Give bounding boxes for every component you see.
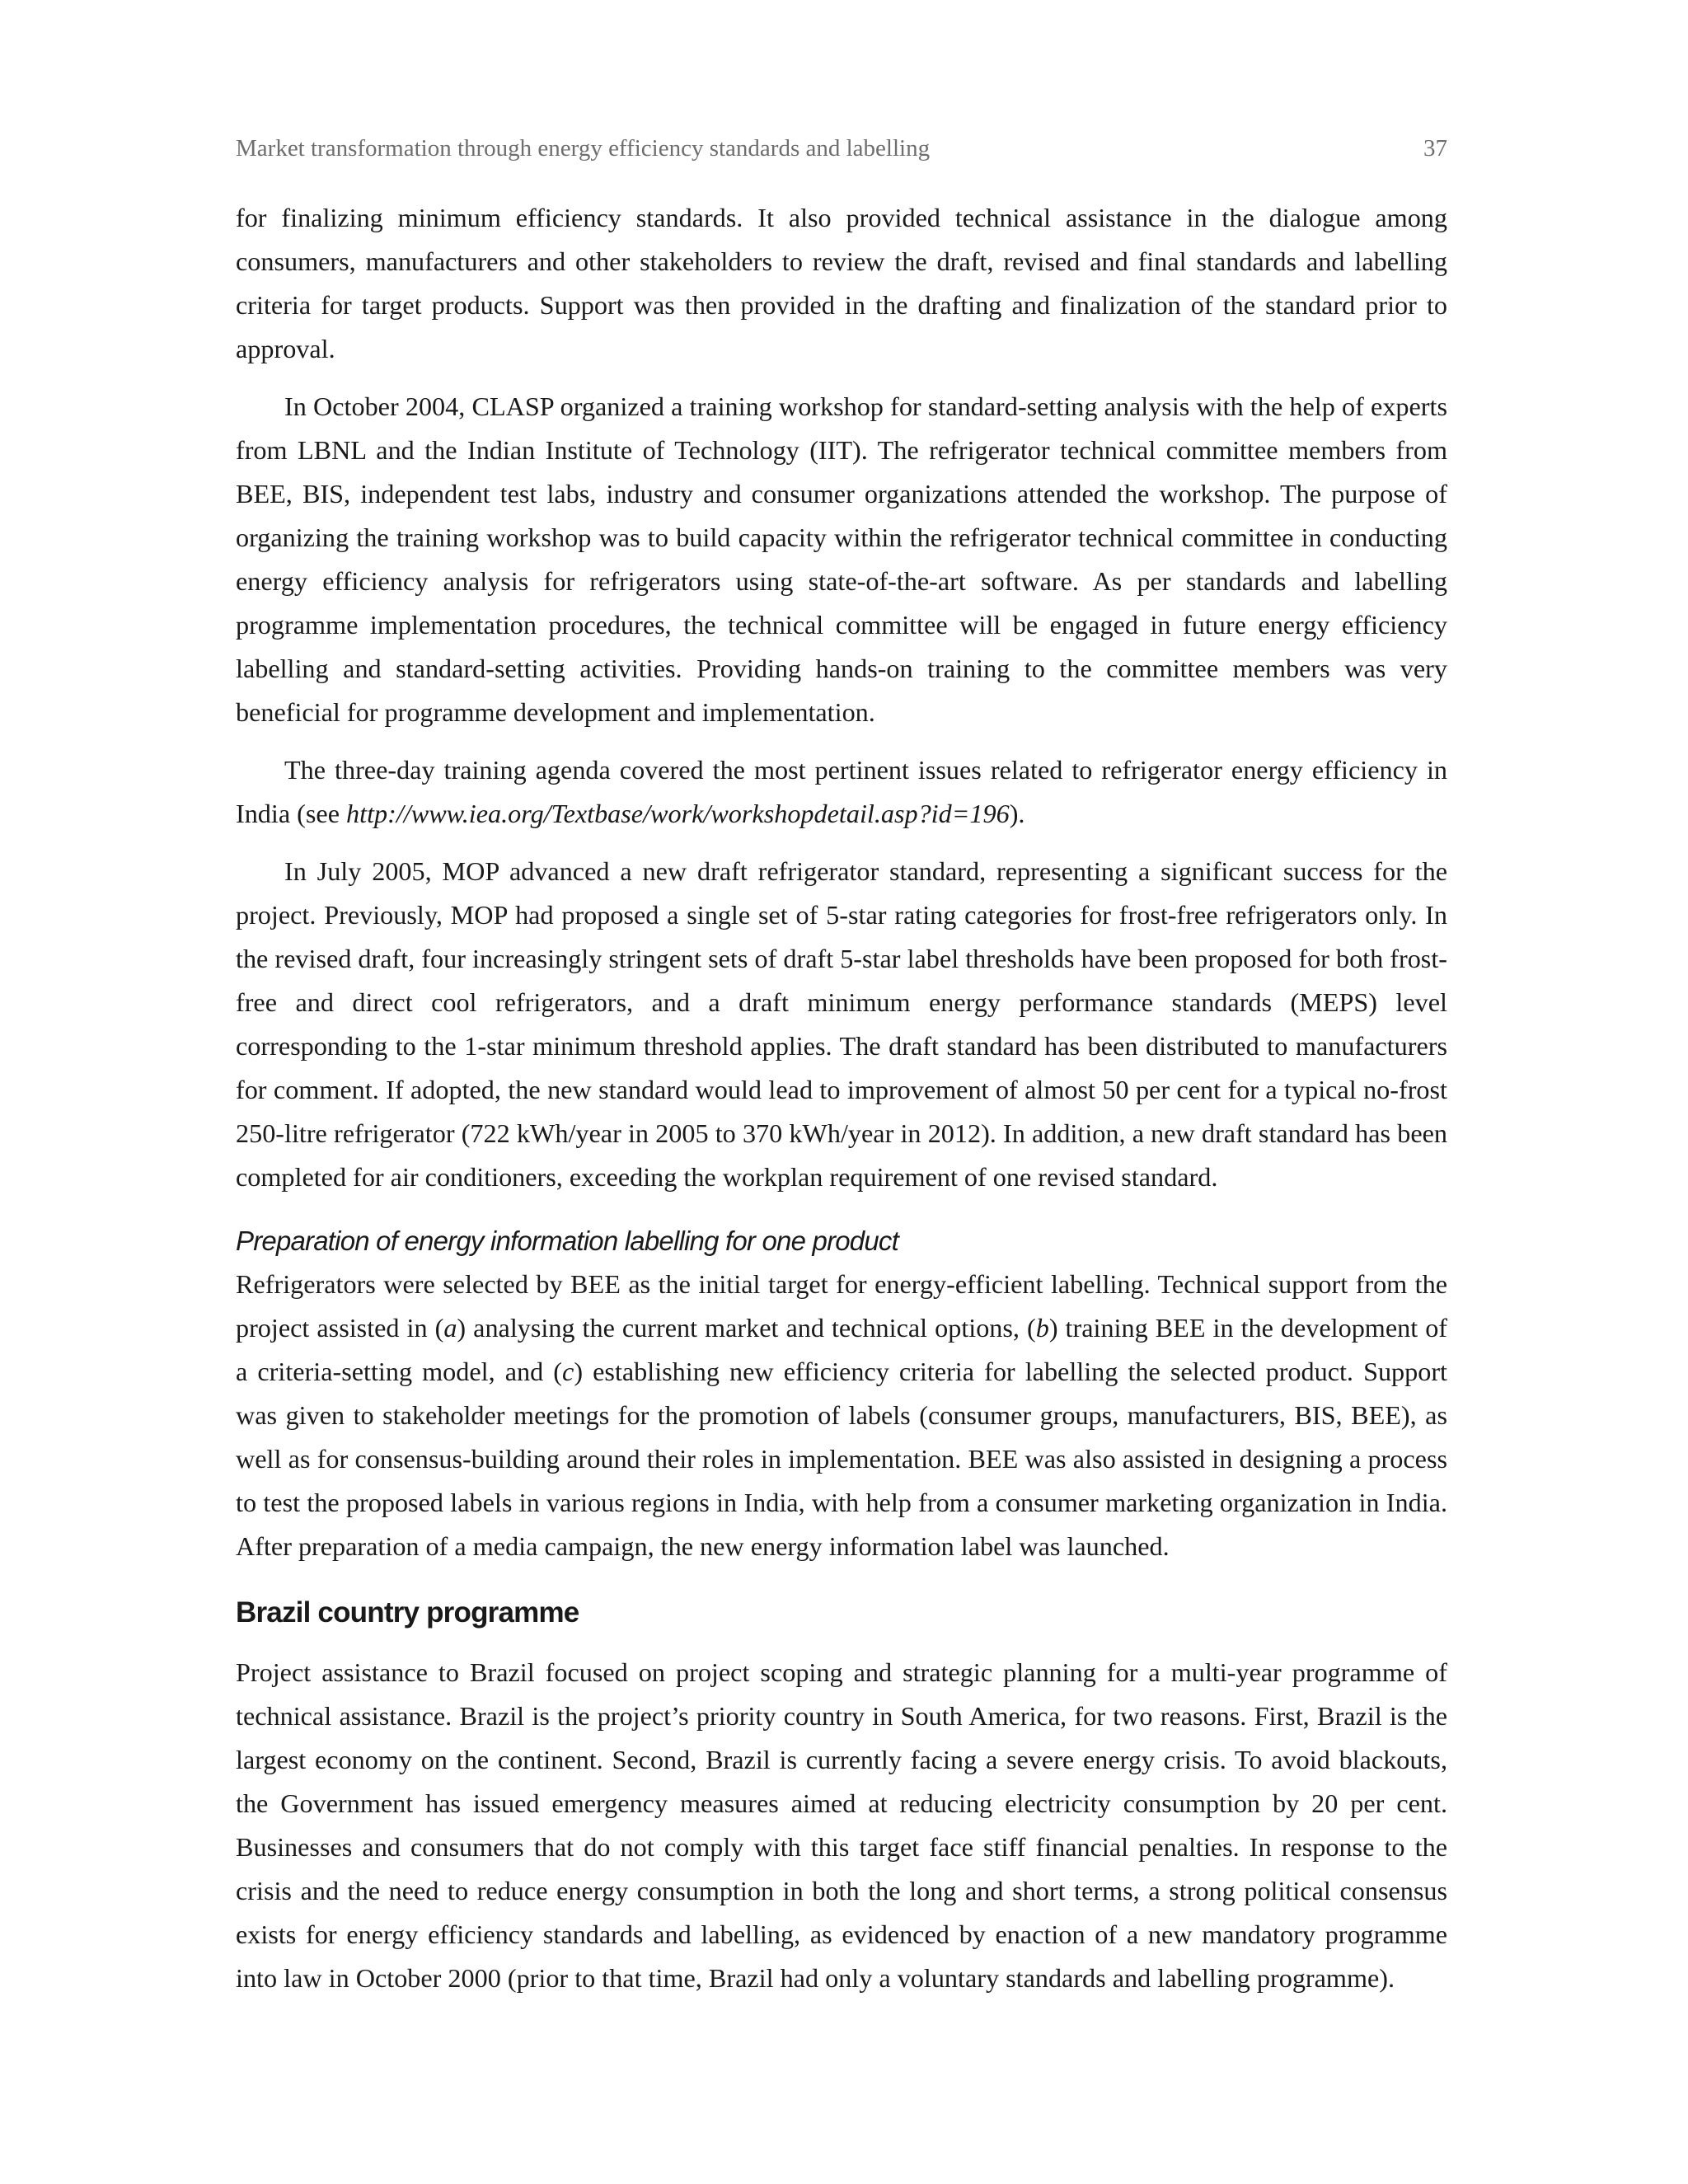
list-marker-b: b — [1035, 1313, 1049, 1343]
agenda-text-end: ). — [1009, 799, 1025, 828]
labelling-text-4: ) establishing new efficiency criteria for labelling the selected product. Support was given to stakeholder meetings for the promotion of labels (consumer groups, manufacturers, BIS, BEE), as well as for consensus-building around their roles in implementation. BEE was also assisted in designing a process to test the proposed labels in various regions in India, with help from a consumer marketing organization in India. After preparation of a media campaign, the new energy information label was launched. — [236, 1357, 1448, 1561]
labelling-text-3: ) training BEE in the development of a criteria-setting model, and ( — [236, 1313, 1448, 1386]
paragraph-labelling — [236, 1263, 1447, 1568]
paragraph-continuation: for finalizing minimum efficiency standards. It also provided technical assistance in the dialogue among consumers, manufacturers and other stakeholders to review the draft, revised and final standards and labelling criteria for target products. Support was then provided in the drafting and finalization of the standard prior to approval. — [236, 203, 1447, 363]
page-number: 37 — [1423, 135, 1447, 162]
list-marker-c: c — [562, 1357, 574, 1386]
section-heading: Brazil country programme — [236, 1596, 579, 1629]
agenda-text: The three-day training agenda covered the most pertinent issues related to refrigerator energy efficiency in India (see — [236, 755, 1447, 828]
labelling-text-1: Refrigerators were selected by BEE as the initial target for energy-efficient labelling. Technical support from the project assisted in ( — [236, 1269, 1447, 1343]
labelling-text-2: ) analysing the current market and technical options, ( — [457, 1313, 1036, 1343]
subsection-heading: Preparation of energy information labelling for one product — [236, 1226, 898, 1256]
paragraph-brazil: Project assistance to Brazil focused on project scoping and strategic planning for a multi-year programme of technical assistance. Brazil is the project’s priority country in South America, for two reasons. First, Brazil is the largest economy on the continent. Second, Brazil is currently facing a severe energy crisis. To avoid blackouts, the Government has issued emergency measures aimed at reducing electricity consumption by 20 per cent. Businesses and consumers that do not comply with this target face stiff financial penalties. In response to the crisis and the need to reduce energy consumption in both the long and short terms, a strong political consensus exists for energy efficiency standards and labelling, as evidenced by enaction of a new mandatory programme into law in October 2000 (prior to that time, Brazil had only a voluntary standards and labelling programme). — [236, 1657, 1447, 1993]
list-marker-a: a — [443, 1313, 457, 1343]
running-header — [236, 135, 1447, 162]
paragraph-clasp-workshop: In October 2004, CLASP organized a training workshop for standard-setting analysis with the help of experts from LBNL and the Indian Institute of Technology (IIT). The refrigerator technical committee members from BEE, BIS, independent test labs, industry and consumer organizations attended the workshop. The purpose of organizing the training workshop was to build capacity within the refrigerator technical committee in conducting energy efficiency analysis for refrigerators using state-of-the-art software. As per standards and labelling programme implementation procedures, the technical committee will be engaged in future energy efficiency labelling and standard-setting activities. Providing hands-on training to the committee members was very beneficial for programme development and implementation. — [236, 391, 1447, 727]
body-text — [236, 196, 1447, 2014]
paragraph-mop-standard: In July 2005, MOP advanced a new draft refrigerator standard, representing a significant success for the project. Previously, MOP had proposed a single set of 5-star rating categories for frost-free refrigerators only. In the revised draft, four increasingly stringent sets of draft 5-star label thresholds have been proposed for both frost-free and direct cool refrigerators, and a draft minimum energy performance standards (MEPS) level corresponding to the 1-star minimum threshold applies. The draft standard has been distributed to manufacturers for comment. If adopted, the new standard would lead to improvement of almost 50 per cent for a typical no-frost 250-litre refrigerator (722 kWh/year in 2005 to 370 kWh/year in 2012). In addition, a new draft standard has been completed for air conditioners, exceeding the workplan requirement of one revised standard. — [236, 856, 1447, 1192]
workshop-url-link[interactable]: http://www.iea.org/Textbase/work/workshopdetail.asp?id=196 — [346, 799, 1010, 828]
running-header-title: Market transformation through energy efficiency standards and labelling — [236, 135, 931, 162]
paragraph-training-agenda — [236, 748, 1447, 836]
